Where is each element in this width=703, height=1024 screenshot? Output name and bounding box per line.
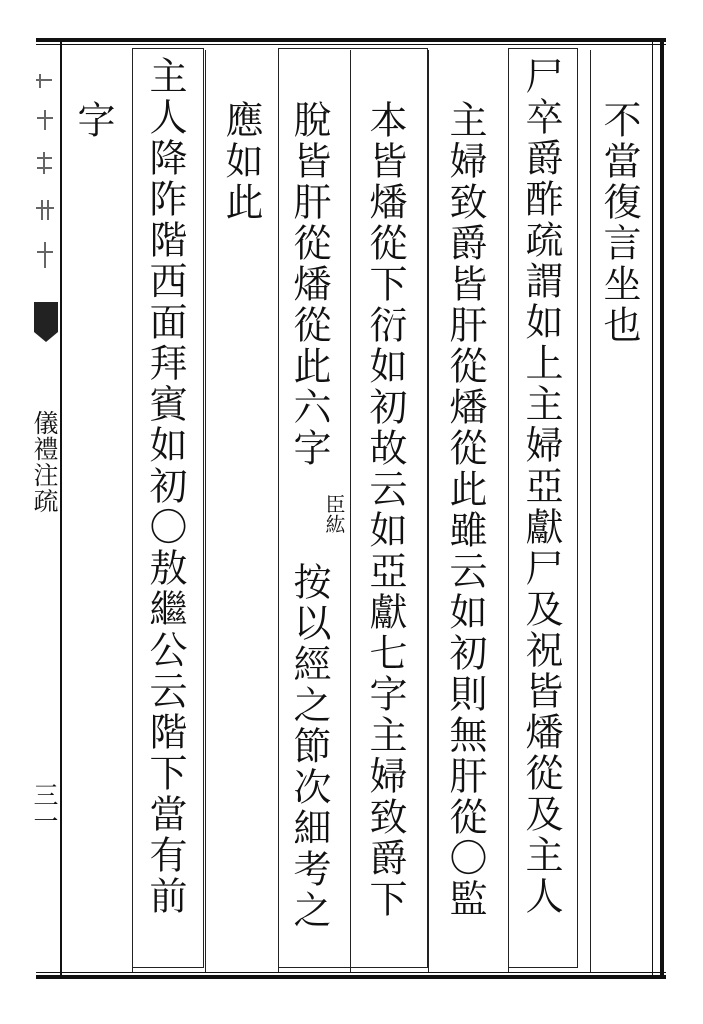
frame-bottom-border (36, 972, 666, 979)
frame-top-border (36, 38, 666, 45)
fishtail-mark (34, 302, 58, 332)
text-column-5: 脫皆肝從燔從此六字 (287, 100, 331, 469)
text-column-8: 字 (71, 100, 115, 141)
frame-left-border (60, 40, 62, 977)
text-column-4: 本皆燔從下衍如初故云如亞獻七字主婦致爵下 (363, 100, 407, 920)
text-column-3: 主婦致爵皆肝從燔從此雖云如初則無肝從〇監 (443, 100, 487, 920)
column-divider (428, 50, 429, 972)
margin-marks (32, 70, 58, 290)
annotation-note: 臣紘 (322, 494, 346, 534)
text-column-1: 不當復言坐也 (597, 100, 641, 346)
frame-right-border (652, 40, 664, 977)
page-number: 三一 (30, 782, 59, 834)
text-column-2: 尸卒爵酢疏謂如上主婦亞獻尸及祝皆燔從及主人 (519, 56, 563, 917)
text-column-7: 主人降阼階西面拜賓如初〇敖繼公云階下當有前 (143, 56, 187, 917)
text-column-6: 應如此 (219, 100, 263, 223)
column-divider (205, 50, 206, 972)
text-column-5b: 按以經之節次細考之 (287, 562, 331, 931)
column-divider (590, 50, 591, 972)
margin-marks-graphic (32, 70, 58, 290)
book-title: 儀禮注疏 (30, 410, 59, 514)
